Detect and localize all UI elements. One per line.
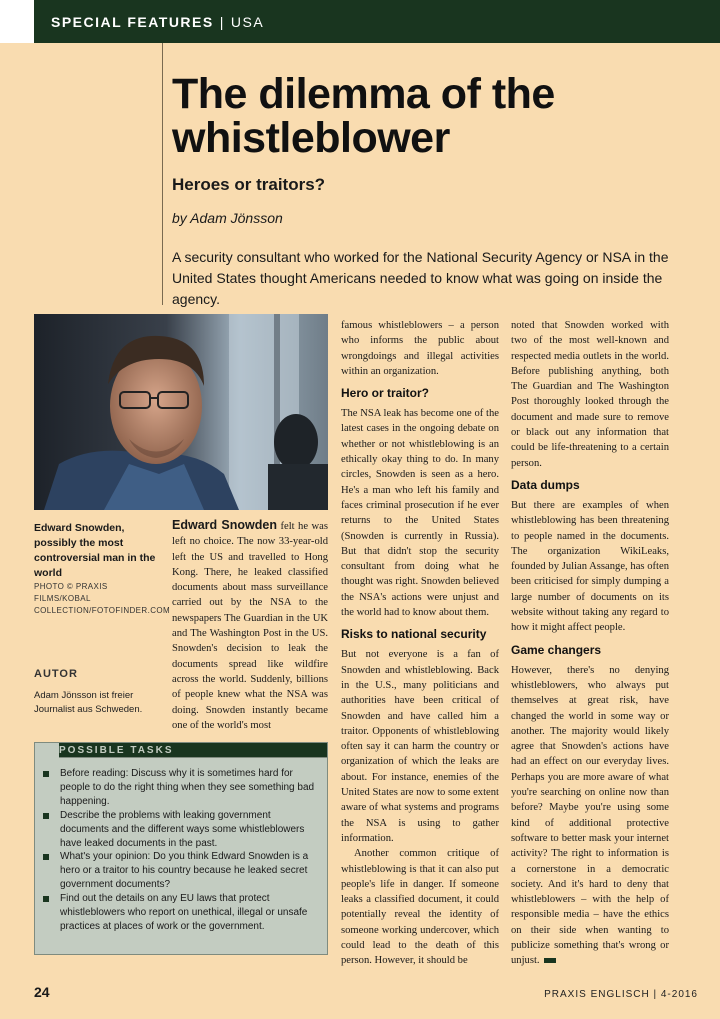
task-item [41,892,321,934]
page-corner [0,0,34,43]
portrait-illustration [34,314,328,510]
snowden-photo [34,314,328,510]
task-item [41,850,321,892]
tasks-header-bar [35,743,327,758]
page-number: 24 [34,984,50,1000]
task-item [41,767,321,809]
subheading-hero-or-traitor: Hero or traitor? [341,386,430,401]
column-2-paragraph-3: But not everyone is a fan of Snowden and whistleblowing. Back in the U.S., many politicians and authorities have been critical of Snowden and have called him a traitor. Opponents of whistleblowing often say it can harm the country or organization of which the leaks are about. For instance, enemies of the United States are now to some extent aware of what systems and programs the NSA is using to gather information. [341,649,499,844]
section-region: USA [230,14,265,30]
tasks-header-swatch [35,743,59,758]
square-bullet-icon [43,813,49,819]
end-of-article-mark [544,958,556,963]
square-bullet-icon [43,896,49,902]
author-bio: Adam Jönsson ist freier Journalist aus Schweden. [34,690,143,715]
tasks-heading: POSSIBLE TASKS [59,745,174,756]
task-text: Describe the problems with leaking government documents and the different ways some whistleblowers have leaked documents in the past. [60,809,305,849]
article-lead: A security consultant who worked for the National Security Agency or NSA in the United States thought Americans needed to know what was going on inside the agency. [172,249,669,307]
column-3-paragraph-2: But there are examples of when whistleblowing has been threatening to people named in the documents. The organization WikiLeaks, founded by Julian Assange, has often been criticised for simply dumping a large number of documents on its website without taking any regard to how it might affect people. [511,499,669,634]
column-2-paragraph-4: Another common critique of whistleblowing is that it can also put people's life in danger. If someone leaks a classified document, it could potentially reveal the identity of someone working undercover, which could lead to the death of this person. However, it should be [341,848,499,967]
possible-tasks-box [34,742,328,955]
section-label: SPECIAL FEATURES [51,14,214,30]
article-title: The dilemma of the whistleblower [172,70,555,162]
photo-caption: Edward Snowden, possibly the most controversial man in the world [34,522,156,579]
body-column-1 [172,518,328,733]
author-heading: AUTOR [34,668,78,680]
task-text: Before reading: Discuss why it is sometimes hard for people to do the right thing when they see something bad happening. [60,768,315,807]
column-3-paragraph-3 [511,663,669,969]
article-subtitle: Heroes or traitors? [172,175,326,194]
body-column-2 [341,318,499,969]
section-separator: | [219,14,225,30]
square-bullet-icon [43,854,49,860]
column-2-paragraph-2: The NSA leak has become one of the latest cases in the ongoing debate on whether or not whistleblowing is an ethically okay thing to do. In many circles, Snowden is seen as a hero. He's a man who left his family and faces criminal prosecution if he ever returns to the United States (Snowden is currently in Russia). But that didn't stop the security consultant from doing what he thought was right. Snowden believed the NSA's actions were unjust and the world had to know about them. [341,408,499,619]
task-item [41,809,321,851]
subheading-game-changers: Game changers [511,642,602,657]
task-text: What's your opinion: Do you think Edward Snowden is a hero or a traitor to his country because he leaked secret government documents? [60,851,309,891]
publication-footer: PRAXIS ENGLISCH | 4-2016 [544,989,698,1000]
photo-credit: PHOTO © PRAXIS FILMS/KOBAL COLLECTION/FOTOFINDER.COM [34,582,171,615]
square-bullet-icon [43,771,49,777]
paragraph-text: felt he was left no choice. The now 33-year-old left the US and travelled to Hong Kong. There, he leaked classified documents about mass surveillance carried out by the NSA to the newspapers The Guardian in the UK and The Washington Post in the US. Snowden's decision to leak the documents spread like wildfire across the world. Suddenly, billions of people knew what the NSA was doing. Snowden instantly became one of the world's most [172,521,328,731]
article-byline: by Adam Jönsson [172,210,283,226]
tasks-list [41,767,321,934]
subheading-risks: Risks to national security [341,627,487,642]
body-column-3 [511,318,669,969]
section-header-bar [34,0,720,43]
column-3-paragraph-1: noted that Snowden worked with two of the most well-known and respected media outlets in the world. Before publishing anything, both The Guardian and The Washington Post thoroughly looked through the document and made sure to remove or black out any information that could be life-threatening to a certain person. [511,320,669,469]
paragraph-text: However, there's no denying whistleblowers, who always put themselves at great risk, have changed the world in some way or another. The majority would likely agree that Snowden's actions have had an effect on our everyday lives. Perhaps you are more aware of what you're searching on online now than before? Maybe you're using some kind of additional protective software to better mask your internet activity? The right to information is a cornerstone in a democratic society. And it's hard to deny that whistleblowers – with the help of responsible media – have the ethics on their side when wanting to publicize something that's wrong or unjust. [511,664,669,967]
task-text: Find out the details on any EU laws that protect whistleblowers who report on unethical, illegal or unsafe practices at places of work or the government. [60,893,308,932]
paragraph-lead-in: Edward Snowden [172,518,277,532]
column-2-paragraph-1: famous whistleblowers – a person who informs the public about wrongdoings and illegal activities within an organization. [341,320,499,377]
section-header [51,14,264,30]
header-divider [162,43,163,305]
subheading-data-dumps: Data dumps [511,477,580,492]
column-1-paragraph [172,518,328,733]
